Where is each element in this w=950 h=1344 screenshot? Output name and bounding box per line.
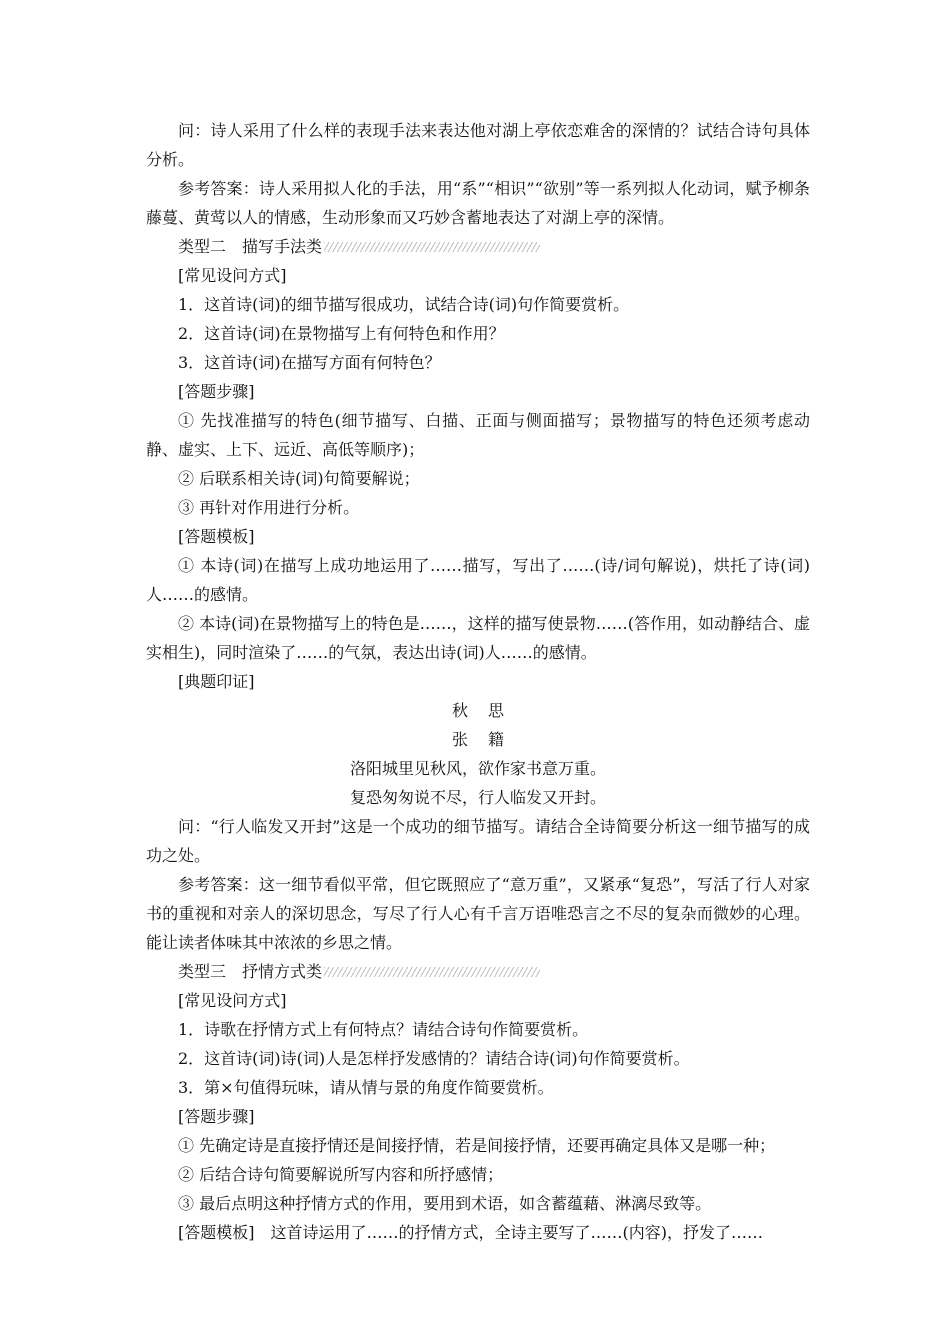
paragraph: ① 先确定诗是直接抒情还是间接抒情，若是间接抒情，还要再确定具体又是哪一种；: [178, 1136, 776, 1155]
paragraph: 参考答案：这一细节看似平常，但它既照应了“意万重”，又紧承“复恐”，写活了行人对家书的重视和对亲人的深切思念，写尽了行人心有千言万语唯恐言之不尽的复杂而微妙的心理。能让读者体味其中浓浓的乡思之情。: [146, 875, 810, 952]
poem-title-char: 张: [451, 730, 468, 749]
paragraph: ① 本诗(词)在描写上成功地运用了……描写，写出了……(诗/词句解说)，烘托了诗(词)人……的感情。: [146, 556, 810, 604]
paragraph: 1．诗歌在抒情方式上有何特点？请结合诗句作简要赏析。: [178, 1020, 589, 1039]
section-heading: [146, 957, 810, 986]
paragraph: 参考答案：诗人采用拟人化的手法，用“系”“相识”“欲别”等一系列拟人化动词，赋予柳条藤蔓、黄莺以人的情感，生动形象而又巧妙含蓄地表达了对湖上亭的深情。: [146, 179, 810, 227]
poem-title-line: [146, 696, 810, 725]
paragraph: 2．这首诗(词)在景物描写上有何特色和作用？: [178, 324, 505, 343]
paragraph: [答题模板]: [178, 527, 255, 546]
paragraph: 问：“行人临发又开封”这是一个成功的细节描写。请结合全诗简要分析这一细节描写的成功之处。: [146, 817, 810, 865]
paragraph: 3．第×句值得玩味，请从情与景的角度作简要赏析。: [178, 1078, 554, 1097]
poem-line: 复恐匆匆说不尽，行人临发又开封。: [349, 788, 606, 807]
paragraph: ② 本诗(词)在景物描写上的特色是……，这样的描写使景物……(答作用，如动静结合、虚实相生)，同时渲染了……的气氛，表达出诗(词)人……的感情。: [146, 614, 810, 662]
heading-hatch-rule: [324, 967, 540, 977]
poem-title-char: 思: [488, 701, 505, 720]
poem-title-char: 籍: [488, 730, 505, 749]
poem-title-line: [146, 725, 810, 754]
section-heading-label: 类型三 抒情方式类: [178, 962, 323, 981]
paragraph: ① 先找准描写的特色(细节描写、白描、正面与侧面描写；景物描写的特色还须考虑动静、虚实、上下、远近、高低等顺序)；: [146, 411, 810, 459]
paragraph: [常见设问方式]: [178, 991, 287, 1010]
paragraph: ③ 再针对作用进行分析。: [178, 498, 360, 517]
document-page: [146, 116, 810, 1247]
paragraph: ② 后联系相关诗(词)句简要解说；: [178, 469, 420, 488]
section-heading-label: 类型二 描写手法类: [178, 237, 323, 256]
paragraph: [答题模板] 这首诗运用了……的抒情方式，全诗主要写了……(内容)，抒发了……: [178, 1223, 763, 1242]
paragraph: 3．这首诗(词)在描写方面有何特色？: [178, 353, 441, 372]
paragraph: [答题步骤]: [178, 382, 255, 401]
paragraph: [答题步骤]: [178, 1107, 255, 1126]
section-heading: [146, 232, 810, 261]
paragraph: [常见设问方式]: [178, 266, 287, 285]
paragraph: 1．这首诗(词)的细节描写很成功，试结合诗(词)句作简要赏析。: [178, 295, 630, 314]
heading-hatch-rule: [324, 242, 540, 252]
paragraph: 2．这首诗(词)诗(词)人是怎样抒发感情的？请结合诗(词)句作简要赏析。: [178, 1049, 690, 1068]
poem-title-char: 秋: [451, 701, 468, 720]
paragraph: [典题印证]: [178, 672, 255, 691]
poem-line: 洛阳城里见秋风，欲作家书意万重。: [349, 759, 606, 778]
paragraph: ③ 最后点明这种抒情方式的作用，要用到术语，如含蓄蕴藉、淋漓尽致等。: [178, 1194, 712, 1213]
paragraph: ② 后结合诗句简要解说所写内容和所抒感情；: [178, 1165, 504, 1184]
paragraph: 问：诗人采用了什么样的表现手法来表达他对湖上亭依恋难舍的深情的？试结合诗句具体分析。: [146, 121, 810, 169]
